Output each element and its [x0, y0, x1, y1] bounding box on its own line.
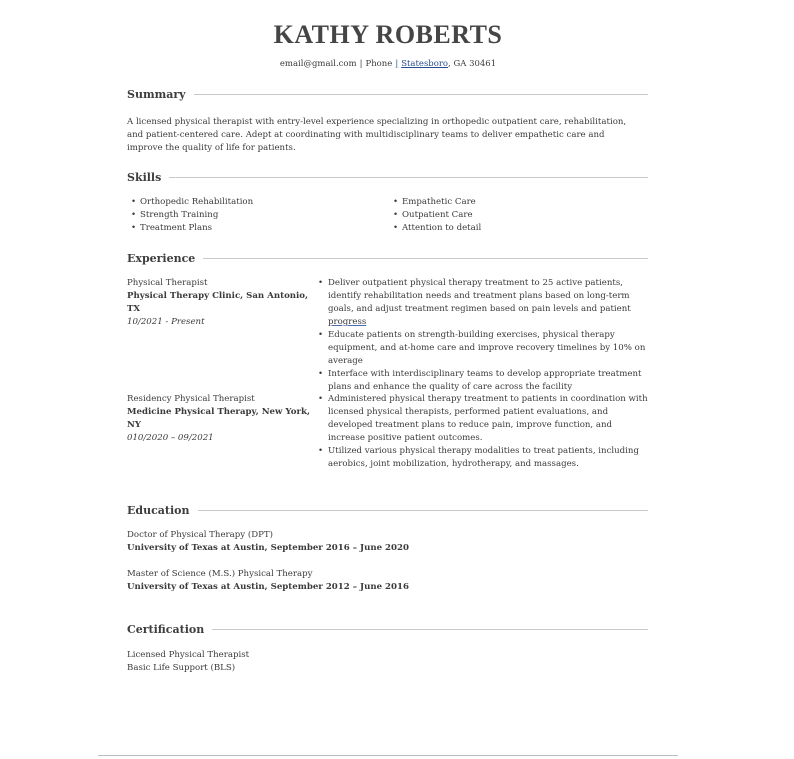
job-dates: 010/2020 – 09/2021 [127, 433, 214, 443]
job-role: Physical Therapist [127, 278, 208, 288]
skill-item: • Orthopedic Rehabilitation [127, 196, 377, 209]
job-bullet: • Utilized various physical therapy modalities to treat patients, including aerobics, joint mobilization, hydrotherapy, and massages. [318, 445, 650, 471]
skill-item: • Outpatient Care [389, 209, 639, 222]
education-section-header [127, 503, 648, 517]
contact-separator: | [395, 59, 399, 69]
certification-item: Licensed Physical Therapist [127, 650, 250, 660]
job-bullet [318, 277, 650, 329]
job-bullet: • Interface with interdisciplinary teams to develop appropriate treatment plans and enhance the quality of care across the facility [318, 368, 650, 394]
job-dates: 10/2021 - Present [127, 317, 205, 327]
candidate-name: KATHY ROBERTS [273, 20, 503, 49]
state-zip-text: , GA 30461 [448, 59, 497, 69]
certification-section-header [127, 622, 648, 636]
summary-heading: Summary [127, 87, 186, 101]
section-divider [194, 94, 648, 95]
job-info [127, 393, 317, 445]
skill-item: • Empathetic Care [389, 196, 639, 209]
job-bullets [318, 393, 650, 471]
job-bullets [318, 277, 650, 394]
skills-list-left [127, 196, 377, 235]
city-link[interactable]: Statesboro [401, 59, 449, 69]
contact-separator: | [359, 59, 363, 69]
skill-item: • Treatment Plans [127, 222, 377, 235]
phone-text: Phone [365, 59, 393, 69]
skills-list-right [389, 196, 639, 235]
section-divider [203, 258, 648, 259]
page-bottom-divider [98, 755, 678, 756]
job-info [127, 277, 317, 329]
section-divider [212, 629, 648, 630]
skill-item: • Strength Training [127, 209, 377, 222]
section-divider [198, 510, 649, 511]
education-item [127, 568, 527, 594]
experience-section-header [127, 251, 648, 265]
education-heading: Education [127, 503, 190, 517]
job-company: Medicine Physical Therapy, New York, NY [127, 407, 310, 430]
spellcheck-word: progress [328, 317, 367, 327]
skills-section-header [127, 170, 648, 184]
job-bullet: • Educate patients on strength-building exercises, physical therapy equipment, and at-home care and improve recovery timelines by 10% on average [318, 329, 650, 368]
summary-text: A licensed physical therapist with entry-level experience specializing in orthopedic outpatient care, rehabilitation, and patient-centered care. Adept at coordinating with multidisciplinary teams to deliver empathetic care and improve the quality of life for patients. [127, 117, 627, 153]
education-item [127, 529, 527, 555]
certification-list [127, 649, 527, 675]
email-text: email@gmail.com [279, 59, 357, 69]
skills-heading: Skills [127, 170, 162, 184]
job-bullet: • Administered physical therapy treatment to patients in coordination with licensed physical therapists, performed patient evaluations, and developed treatment plans to reduce pain, improve function, and increase positive patient outcomes. [318, 393, 650, 445]
bullet-text: Deliver outpatient physical therapy treatment to 25 active patients, identify rehabilitation needs and treatment plans based on long-term goals, and adjust treatment regimen based on pain levels and patient [328, 278, 631, 314]
skill-item: • Attention to detail [389, 222, 639, 235]
certification-heading: Certification [127, 622, 205, 636]
experience-heading: Experience [127, 251, 196, 265]
job-company: Physical Therapy Clinic, San Antonio, TX [127, 291, 309, 314]
contact-line [0, 59, 776, 69]
job-role: Residency Physical Therapist [127, 394, 255, 404]
degree: Master of Science (M.S.) Physical Therapy [127, 569, 313, 579]
summary-section-header [127, 87, 648, 101]
school: University of Texas at Austin, September 2016 – June 2020 [127, 543, 409, 553]
degree: Doctor of Physical Therapy (DPT) [127, 530, 273, 540]
certification-item: Basic Life Support (BLS) [127, 663, 236, 673]
school: University of Texas at Austin, September 2012 – June 2016 [127, 582, 409, 592]
section-divider [169, 177, 648, 178]
